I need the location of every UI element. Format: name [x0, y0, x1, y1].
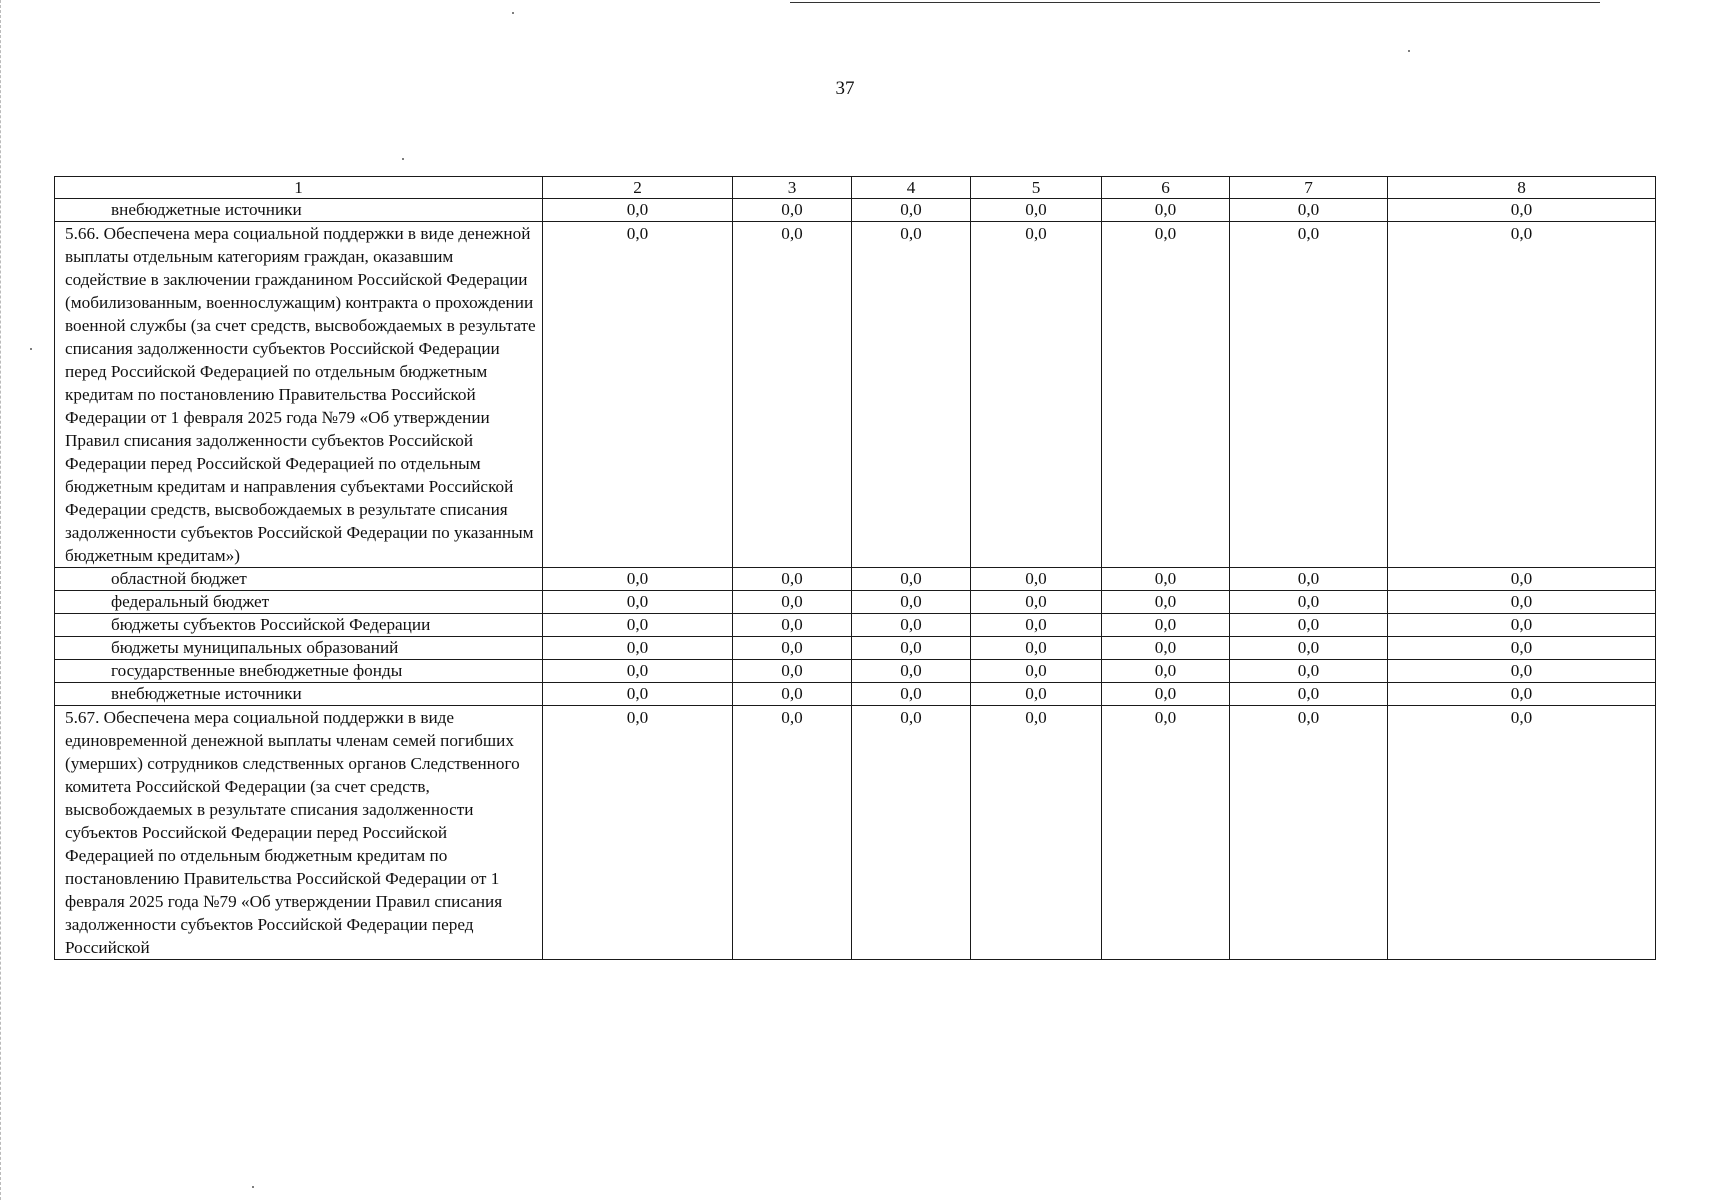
- budget-table: [54, 176, 1656, 960]
- value-cell-col-2: 0,0: [543, 637, 733, 660]
- value-cell-col-5: 0,0: [971, 683, 1102, 706]
- table-row-source: [55, 637, 1656, 660]
- value-cell-col-3: 0,0: [733, 706, 852, 960]
- value-cell-col-4: 0,0: [852, 568, 971, 591]
- funding-source-cell: внебюджетные источники: [55, 683, 543, 706]
- value-cell-col-2: 0,0: [543, 568, 733, 591]
- value-cell-col-4: 0,0: [852, 660, 971, 683]
- value-cell-col-5: 0,0: [971, 614, 1102, 637]
- scan-left-edge: [0, 0, 1, 1200]
- value-cell-col-2: 0,0: [543, 683, 733, 706]
- scan-top-line: [790, 2, 1600, 3]
- table-row-measure: [55, 222, 1656, 568]
- value-cell-col-7: 0,0: [1230, 568, 1388, 591]
- value-cell-col-5: 0,0: [971, 660, 1102, 683]
- funding-source-cell: внебюджетные источники: [55, 199, 543, 222]
- value-cell-col-8: 0,0: [1388, 199, 1656, 222]
- value-cell-col-7: 0,0: [1230, 222, 1388, 568]
- funding-source-cell: бюджеты муниципальных образований: [55, 637, 543, 660]
- value-cell-col-6: 0,0: [1102, 614, 1230, 637]
- measure-description-cell: 5.66. Обеспечена мера социальной поддержки в виде денежной выплаты отдельным категориям граждан, оказавшим содействие в заключении гражданином Российской Федерации (мобилизованным, военнослужащим) контракта о прохождении военной службы (за счет средств, высвобождаемых в результате списания задолженности субъектов Российской Федерации перед Российской Федерацией по отдельным бюджетным кредитам по постановлению Правительства Российской Федерации от 1 февраля 2025 года №79 «Об утверждении Правил списания задолженности субъектов Российской Федерации перед Российской Федерацией по отдельным бюджетным кредитам и направления субъектами Российской Федерации средств, высвобождаемых в результате списания задолженности субъектов Российской Федерации по указанным бюджетным кредитам»): [55, 222, 543, 568]
- funding-source-cell: государственные внебюджетные фонды: [55, 660, 543, 683]
- column-header-8: 8: [1388, 177, 1656, 199]
- column-header-6: 6: [1102, 177, 1230, 199]
- value-cell-col-3: 0,0: [733, 614, 852, 637]
- table-row-source: [55, 568, 1656, 591]
- value-cell-col-8: 0,0: [1388, 614, 1656, 637]
- value-cell-col-5: 0,0: [971, 591, 1102, 614]
- value-cell-col-3: 0,0: [733, 199, 852, 222]
- value-cell-col-2: 0,0: [543, 706, 733, 960]
- value-cell-col-4: 0,0: [852, 591, 971, 614]
- value-cell-col-4: 0,0: [852, 614, 971, 637]
- value-cell-col-3: 0,0: [733, 222, 852, 568]
- value-cell-col-6: 0,0: [1102, 660, 1230, 683]
- value-cell-col-4: 0,0: [852, 637, 971, 660]
- value-cell-col-4: 0,0: [852, 706, 971, 960]
- column-header-4: 4: [852, 177, 971, 199]
- value-cell-col-2: 0,0: [543, 614, 733, 637]
- value-cell-col-7: 0,0: [1230, 199, 1388, 222]
- value-cell-col-8: 0,0: [1388, 591, 1656, 614]
- value-cell-col-4: 0,0: [852, 683, 971, 706]
- scan-speck: [512, 12, 514, 14]
- value-cell-col-2: 0,0: [543, 222, 733, 568]
- value-cell-col-3: 0,0: [733, 660, 852, 683]
- table-row-measure: [55, 706, 1656, 960]
- funding-source-cell: федеральный бюджет: [55, 591, 543, 614]
- table-row-source: [55, 683, 1656, 706]
- value-cell-col-8: 0,0: [1388, 222, 1656, 568]
- column-header-7: 7: [1230, 177, 1388, 199]
- page-number: 37: [835, 78, 855, 99]
- value-cell-col-8: 0,0: [1388, 637, 1656, 660]
- value-cell-col-2: 0,0: [543, 660, 733, 683]
- table-header-row: [55, 177, 1656, 199]
- value-cell-col-2: 0,0: [543, 591, 733, 614]
- table-row-source: [55, 591, 1656, 614]
- value-cell-col-6: 0,0: [1102, 683, 1230, 706]
- scan-speck: [252, 1186, 254, 1188]
- table-row-source: [55, 614, 1656, 637]
- scan-speck: [402, 158, 404, 160]
- value-cell-col-3: 0,0: [733, 591, 852, 614]
- table-body: [55, 177, 1656, 960]
- value-cell-col-5: 0,0: [971, 568, 1102, 591]
- column-header-2: 2: [543, 177, 733, 199]
- value-cell-col-7: 0,0: [1230, 637, 1388, 660]
- value-cell-col-8: 0,0: [1388, 706, 1656, 960]
- funding-source-cell: бюджеты субъектов Российской Федерации: [55, 614, 543, 637]
- value-cell-col-6: 0,0: [1102, 637, 1230, 660]
- value-cell-col-8: 0,0: [1388, 683, 1656, 706]
- scan-speck: [1408, 50, 1410, 52]
- value-cell-col-2: 0,0: [543, 199, 733, 222]
- value-cell-col-6: 0,0: [1102, 222, 1230, 568]
- measure-description-cell: 5.67. Обеспечена мера социальной поддержки в виде единовременной денежной выплаты членам семей погибших (умерших) сотрудников следственных органов Следственного комитета Российской Федерации (за счет средств, высвобождаемых в результате списания задолженности субъектов Российской Федерации перед Российской Федерацией по отдельным бюджетным кредитам по постановлению Правительства Российской Федерации от 1 февраля 2025 года №79 «Об утверждении Правил списания задолженности субъектов Российской Федерации перед Российской: [55, 706, 543, 960]
- value-cell-col-6: 0,0: [1102, 568, 1230, 591]
- value-cell-col-3: 0,0: [733, 683, 852, 706]
- value-cell-col-7: 0,0: [1230, 591, 1388, 614]
- column-header-5: 5: [971, 177, 1102, 199]
- value-cell-col-4: 0,0: [852, 199, 971, 222]
- value-cell-col-3: 0,0: [733, 637, 852, 660]
- value-cell-col-7: 0,0: [1230, 614, 1388, 637]
- value-cell-col-5: 0,0: [971, 706, 1102, 960]
- value-cell-col-3: 0,0: [733, 568, 852, 591]
- value-cell-col-7: 0,0: [1230, 660, 1388, 683]
- table-row-source: [55, 660, 1656, 683]
- value-cell-col-7: 0,0: [1230, 706, 1388, 960]
- column-header-1: 1: [55, 177, 543, 199]
- value-cell-col-6: 0,0: [1102, 591, 1230, 614]
- funding-source-cell: областной бюджет: [55, 568, 543, 591]
- value-cell-col-4: 0,0: [852, 222, 971, 568]
- value-cell-col-7: 0,0: [1230, 683, 1388, 706]
- value-cell-col-5: 0,0: [971, 637, 1102, 660]
- value-cell-col-6: 0,0: [1102, 199, 1230, 222]
- value-cell-col-8: 0,0: [1388, 660, 1656, 683]
- scan-speck: [30, 348, 32, 350]
- value-cell-col-6: 0,0: [1102, 706, 1230, 960]
- value-cell-col-8: 0,0: [1388, 568, 1656, 591]
- value-cell-col-5: 0,0: [971, 222, 1102, 568]
- column-header-3: 3: [733, 177, 852, 199]
- value-cell-col-5: 0,0: [971, 199, 1102, 222]
- table-row-source: [55, 199, 1656, 222]
